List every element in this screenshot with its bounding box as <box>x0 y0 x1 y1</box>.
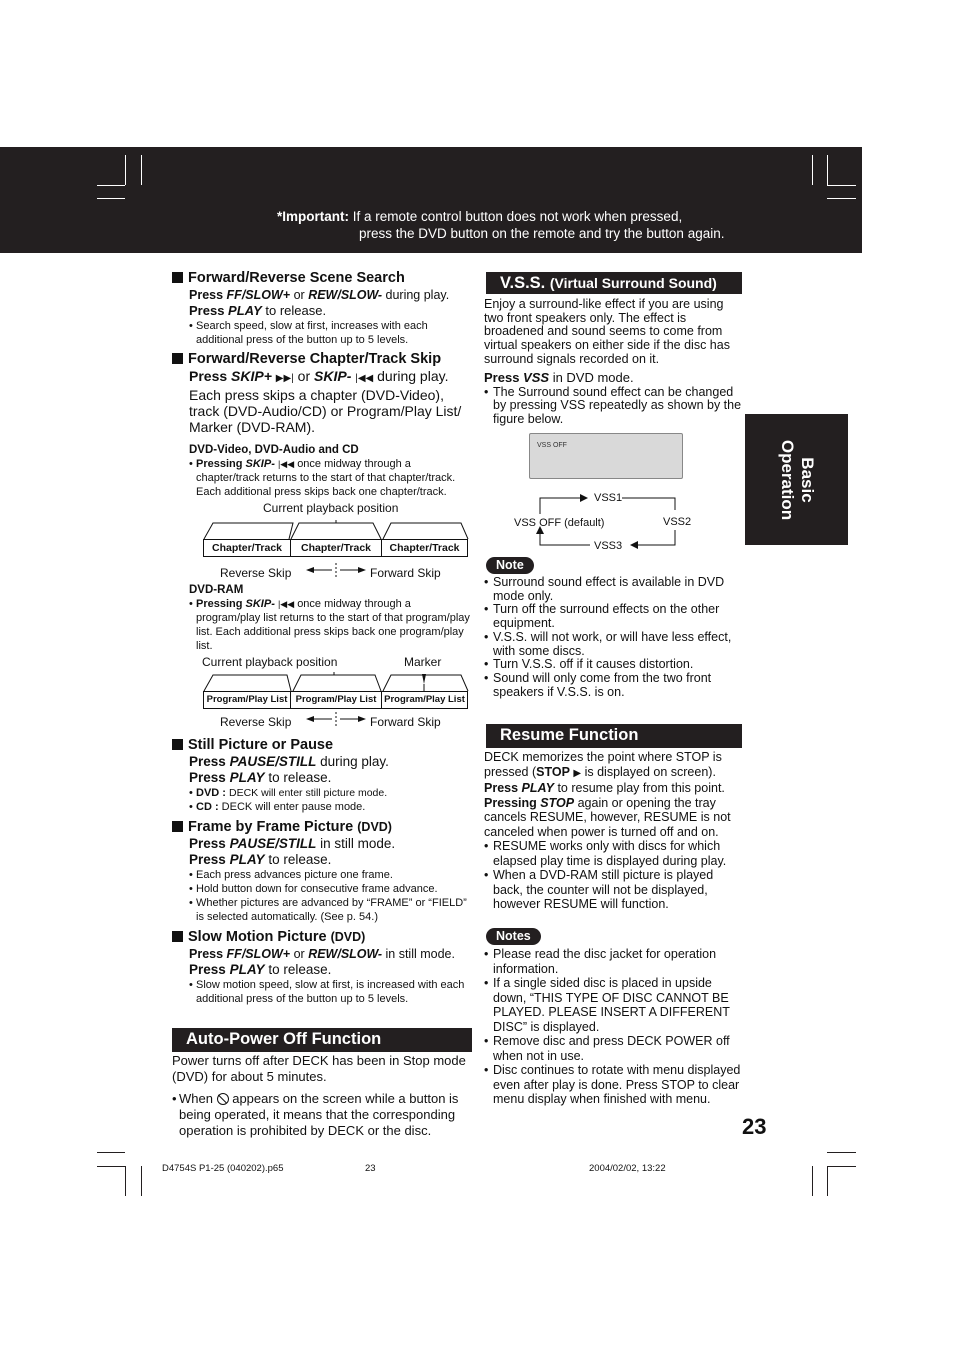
auto-power-heading: Auto-Power Off Function <box>172 1028 472 1052</box>
program-list-cell: Program/Play List <box>291 692 382 708</box>
vss-heading: V.S.S. (Virtual Surround Sound) <box>486 272 742 294</box>
crop-mark <box>827 1166 828 1196</box>
list-item: • Sound will only come from the two front speakers if V.S.S. is on. <box>484 670 712 699</box>
forward-skip-label: Forward Skip <box>370 566 441 580</box>
vss-body: Enjoy a surround-like effect if you are using two front speakers only. The effect is broadened and sound seems to come from virtual speakers on either side if the disc has surround signals recorded on it. <box>484 297 730 366</box>
list-item: • Disc continues to rotate with menu displayed even after play is done. Press STOP to clear menu display when finished with menu. <box>484 1063 741 1106</box>
list-item: • When appears on the screen while a button is being operated, it means that the corresponding operation is prohibited by DECK or the disc. <box>172 1091 459 1138</box>
vss2-label: VSS2 <box>663 516 692 528</box>
chapter-track-cell: Chapter/Track <box>204 540 291 556</box>
list-item: • Turn off the surround effects on the other equipment. <box>484 602 720 631</box>
forward-skip-label: Forward Skip <box>370 715 441 729</box>
crop-mark <box>97 185 125 186</box>
footer-page: 23 <box>365 1163 376 1174</box>
program-list-cell: Program/Play List <box>384 694 465 705</box>
skip-arrows <box>306 563 366 579</box>
crop-mark <box>141 1166 142 1196</box>
frame-heading: Frame by Frame Picture (DVD) <box>172 818 477 836</box>
list-item: • Pressing SKIP- |◀◀ once midway through a chapter/track returns to the start of that chapter/track. Each additional press skips back one chapter/track. <box>189 458 456 498</box>
resume-notes <box>484 947 746 1107</box>
chapter-skip-body: Each press skips a chapter (DVD-Video), track (DVD-Audio/CD) or Program/Play List/ Marker (DVD-RAM). <box>189 387 462 435</box>
crop-mark <box>827 1152 856 1153</box>
left-column-lower: Still Picture or Pause Press PAUSE/STILL during play. Press PLAY to release. • DVD : DECK will enter still picture mode. • CD : DECK will enter pause mode. Frame by Frame Picture (DVD) Press PAUSE/STILL in still mode. Press PLAY to release. • Each press advances picture one frame. • Hold button down for consecutive frame advance. • Whether pictures are advanced by “FRAME” or “FIELD” is selected automatically. (See p. 54.) Slow Motion Picture (DVD) Press FF/SLOW+ or REW/SLOW- in still mode. Press PLAY to release. • Slow motion speed, slow at first, is increased with each additional press of the button up to 5 levels. <box>172 736 477 1006</box>
important-line2: press the DVD button on the remote and try the button again. <box>359 225 725 241</box>
important-line1: If a remote control button does not work when pressed, <box>352 209 683 224</box>
auto-power-body: Power turns off after DECK has been in Stop mode (DVD) for about 5 minutes. <box>172 1053 466 1084</box>
on-screen-display <box>529 433 683 479</box>
skip-back-icon: |◀◀ <box>355 373 374 384</box>
footer-file: D4754S P1-25 (040202).p65 <box>162 1163 284 1174</box>
play-icon: ▶ <box>573 767 582 779</box>
vss1-label: VSS1 <box>594 492 623 504</box>
list-item: • V.S.S. will not work, or will have less effect, with some discs. <box>484 629 732 658</box>
list-item: • CD : DECK will enter pause mode. <box>189 801 366 813</box>
chapter-skip-heading: Forward/Reverse Chapter/Track Skip <box>172 350 477 368</box>
vss-notes <box>484 576 746 699</box>
list-item: • Hold button down for consecutive frame advance. <box>189 883 438 895</box>
important-label: *Important: <box>277 209 349 224</box>
crop-mark <box>827 155 828 185</box>
list-item: • Pressing SKIP- |◀◀ once midway through a program/play list returns to the start of that program/play list. Each additional press skips back one program/play list. <box>189 598 470 652</box>
playback-position-label: Current playback position <box>202 655 338 669</box>
dvd-ram-section <box>172 583 477 653</box>
subheading: DVD-RAM <box>189 584 244 596</box>
tab-line2: Operation <box>777 439 797 520</box>
page-number: 23 <box>742 1114 767 1139</box>
crop-mark <box>125 155 126 185</box>
screen-text: VSS OFF <box>537 442 567 449</box>
program-list-cell: Program/Play List <box>204 692 291 708</box>
notes-badge: Notes <box>486 927 541 945</box>
list-item: • The Surround sound effect can be changed by pressing VSS repeatedly as shown by the figure below. <box>484 384 742 426</box>
reverse-skip-label: Reverse Skip <box>220 715 292 729</box>
crop-mark <box>97 198 125 199</box>
crop-mark <box>125 1166 126 1196</box>
vss-section: Enjoy a surround-like effect if you are using two front speakers only. The effect is broadened and sound seems to come from virtual speakers on either side if the disc has surround signals recorded on it. Press VSS in DVD mode. • The Surround sound effect can be changed by pressing VSS repeatedly as shown by the figure below. <box>484 298 744 427</box>
crop-mark <box>827 185 856 186</box>
crop-mark <box>97 1152 125 1153</box>
list-item: • Turn V.S.S. off if it causes distortion. <box>484 657 694 672</box>
crop-mark <box>827 198 856 199</box>
vss3-label: VSS3 <box>594 540 623 552</box>
list-item: • Surround sound effect is available in DVD mode only. <box>484 575 725 603</box>
resume-heading: Resume Function <box>486 724 742 748</box>
slow-heading: Slow Motion Picture (DVD) <box>172 928 477 946</box>
crop-mark <box>827 1166 856 1167</box>
chapter-track-cell: Chapter/Track <box>389 542 460 554</box>
program-list-bar <box>203 691 468 709</box>
subheading: DVD-Video, DVD-Audio and CD <box>189 444 359 456</box>
playback-position-label: Current playback position <box>263 501 399 515</box>
chapter-track-cell: Chapter/Track <box>291 540 382 556</box>
list-item: • DVD : DECK will enter still picture mode. <box>189 787 388 799</box>
auto-power-section <box>172 1053 472 1139</box>
left-column: Forward/Reverse Scene Search Press FF/SLOW+ or REW/SLOW- during play. Press PLAY to release. • Search speed, slow at first, increases with each additional press of the button up to 5 levels. Forward/Reverse Chapter/Track Skip Press SKIP+ ▶▶| or SKIP- |◀◀ during play. Each press skips a chapter (DVD-Video), track (DVD-Audio/CD) or Program/Play List/ Marker (DVD-RAM). DVD-Video, DVD-Audio and CD • Pressing SKIP- |◀◀ once midway through a chapter/track returns to the start of that chapter/track. Each additional press skips back one chapter/track. <box>172 269 477 499</box>
tab-line1: Basic <box>797 456 817 503</box>
list-item: • Search speed, slow at first, increases with each additional press of the button up to 5 levels. <box>189 320 428 346</box>
skip-forward-icon: ▶▶| <box>275 373 294 384</box>
list-item: • If a single sided disc is placed in upside down, “THIS TYPE OF DISC CANNOT BE PLAYED. PLEASE INSERT A DIFFERENT DISC” is displayed. <box>484 976 730 1034</box>
important-note <box>277 209 724 242</box>
crop-mark <box>812 1166 813 1196</box>
crop-mark <box>141 155 142 185</box>
chapter-track-bar <box>203 539 468 557</box>
position-pointer-shapes <box>203 672 469 692</box>
resume-body: DECK memorizes the point where STOP is pressed (STOP ▶ is displayed on screen). <box>484 750 722 779</box>
note-badge: Note <box>486 556 534 574</box>
list-item: • Please read the disc jacket for operation information. <box>484 947 717 976</box>
scene-search-heading: Forward/Reverse Scene Search <box>172 269 477 287</box>
reverse-skip-label: Reverse Skip <box>220 566 292 580</box>
crop-mark <box>97 1166 125 1167</box>
position-pointer-shapes <box>203 520 469 540</box>
vss-off-label: VSS OFF (default) <box>514 517 605 529</box>
marker-label: Marker <box>404 655 442 669</box>
list-item: • Remove disc and press DECK POWER off when not in use. <box>484 1034 730 1063</box>
list-item: • Whether pictures are advanced by “FRAME” or “FIELD” is selected automatically. (See p. 54.) <box>189 897 467 923</box>
prohibited-icon <box>217 1093 229 1105</box>
section-tab <box>745 414 848 545</box>
resume-section: DECK memorizes the point where STOP is pressed (STOP ▶ is displayed on screen). Press PLAY to resume play from this point. Pressing STOP again or opening the tray cancels RESUME, however, RESUME is not canceled when power is turned off and on. • RESUME works only with discs for which elapsed play time is displayed during play. • When a DVD-RAM still picture is played back, the counter will not be displayed, however RESUME will function. <box>484 750 746 912</box>
list-item: • When a DVD-RAM still picture is played back, the counter will not be displayed, however RESUME will function. <box>484 868 714 911</box>
still-heading: Still Picture or Pause <box>172 736 477 754</box>
skip-arrows <box>306 712 366 728</box>
crop-mark <box>812 155 813 185</box>
list-item: • Slow motion speed, slow at first, is increased with each additional press of the button up to 5 levels. <box>189 979 465 1005</box>
list-item: • RESUME works only with discs for which elapsed play time is displayed during play. <box>484 839 727 868</box>
footer-timestamp: 2004/02/02, 13:22 <box>589 1163 666 1174</box>
list-item: • Each press advances picture one frame. <box>189 869 393 881</box>
